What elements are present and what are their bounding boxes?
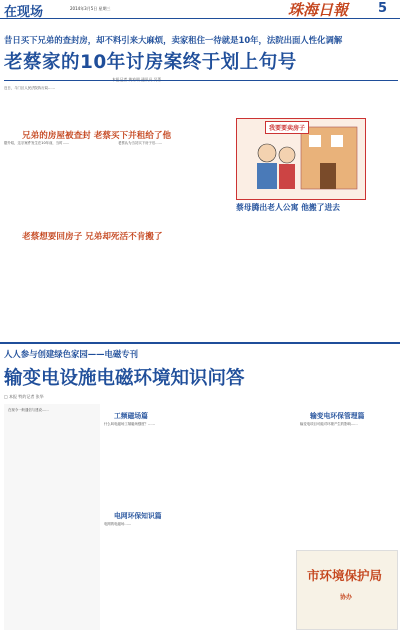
story2-col-d: 输变电项目可能对环境产生的影响……: [300, 422, 358, 426]
section-divider: [0, 342, 400, 344]
cartoon-caption: 蔡母腾出老人公寓 他搬了进去: [236, 203, 341, 212]
story2-col-c: 电网的电磁场……: [104, 522, 132, 526]
story1-byline: 本报记者 黄家明 通讯员 吴菁: [112, 77, 162, 82]
story2-headline[interactable]: 输变电设施电磁环境知识问答: [4, 368, 245, 389]
story1-col-f: [316, 228, 396, 334]
story2-lead-column: [4, 404, 100, 630]
sponsor-title: 市环境保护局: [307, 568, 383, 583]
issue-date: 2014年3月5日 星期三: [70, 6, 111, 11]
story1-col-d: [118, 243, 230, 335]
rule-1: [4, 80, 398, 81]
cartoon-speech-bubble: 我要要卖房子: [265, 121, 309, 134]
story1-kicker: 昔日买下兄弟的查封房，却不料引来大麻烦，卖家租住一待就是10年，法院出面人性化调解: [4, 35, 343, 45]
newspaper-logo: 珠海日報: [288, 1, 349, 19]
story2-kicker: 人人参与创建绿色家园——电磁专刊: [4, 349, 138, 359]
story1-subhead-2: 老蔡想要回房子 兄弟却死活不肯搬了: [22, 232, 163, 242]
story1-col-c: [4, 243, 116, 335]
story1-headline[interactable]: 老蔡家的10年讨房案终于划上句号: [4, 52, 297, 73]
story2-section-3: 输变电环保管理篇: [310, 412, 365, 420]
sponsor-box: [296, 550, 398, 630]
story2-section-1: 工频磁场篇: [114, 412, 148, 420]
story1-intro: 近日，斗门区人民法院执行局……: [4, 86, 55, 90]
story2-byline: □ 本报 特约记者 张华: [4, 394, 44, 399]
story1-subhead-1: 兄弟的房屋被查封 老蔡买下并租给了他: [22, 131, 172, 141]
story2-col-b: [202, 408, 298, 630]
section-title: 在现场: [4, 5, 44, 20]
story2-lead-text: 在现今一般通信与建设……: [8, 408, 49, 412]
story1-col-a: 据介绍，这宗案件发生在10年前，当时……: [4, 141, 70, 145]
story2-col-a: 什么叫电磁场工频磁场强度？……: [104, 422, 155, 426]
cartoon-illustration: [236, 118, 366, 200]
page-number: 5: [378, 1, 388, 16]
story1-col-b: 老蔡认为当初买下房子后……: [118, 141, 163, 145]
sponsor-sub: 协办: [340, 594, 353, 601]
story2-section-2: 电网环保知识篇: [114, 512, 162, 520]
story1-col-e: [236, 228, 312, 334]
